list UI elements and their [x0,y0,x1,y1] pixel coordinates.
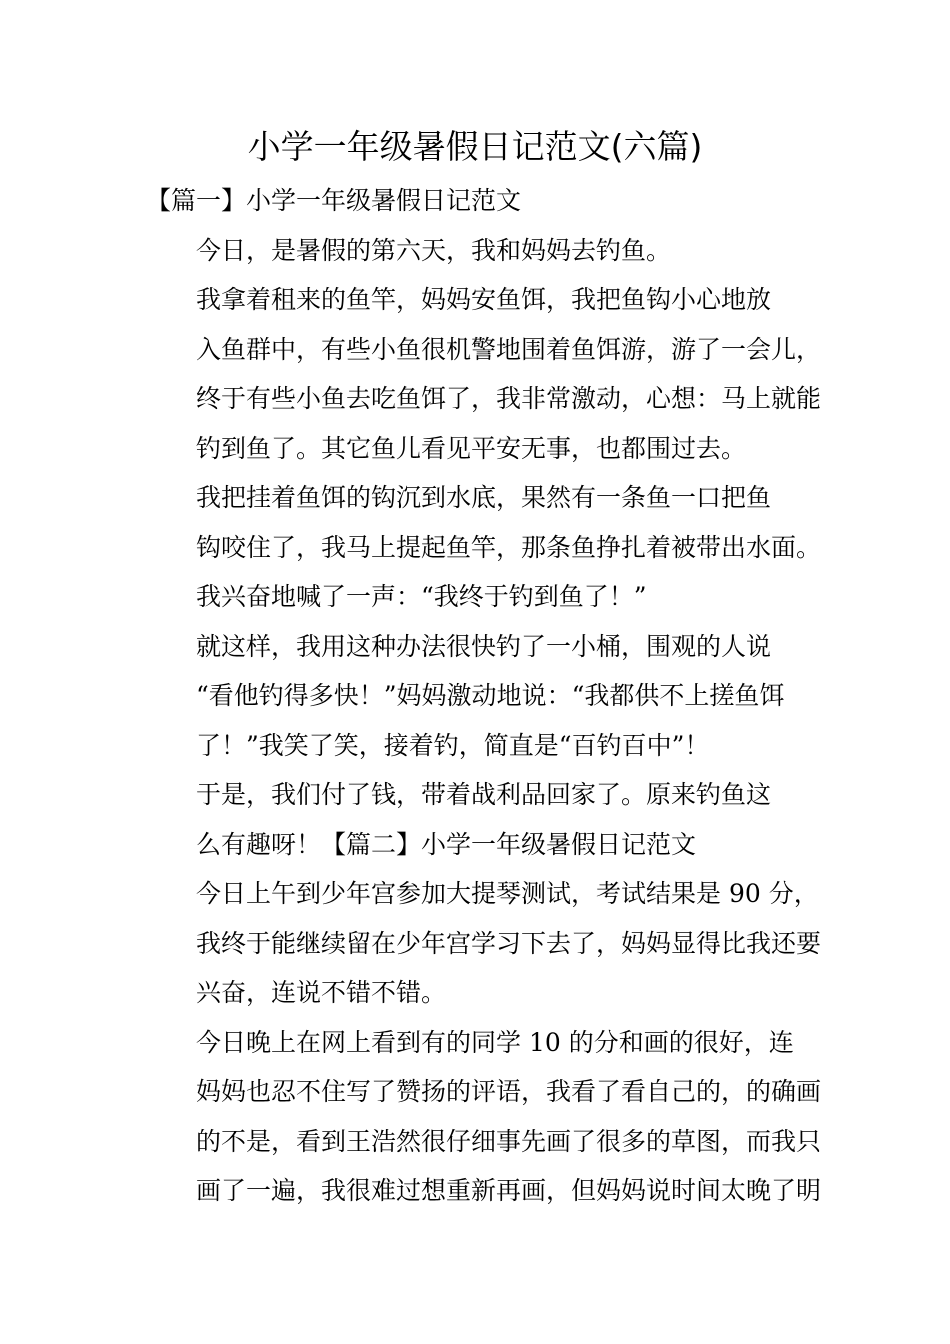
paragraph-line: 兴奋，连说不错不错。 [196,978,447,1007]
paragraph-line: 今日，是暑假的第六天，我和妈妈去钓鱼。 [196,235,672,265]
paragraph-line: 我把挂着鱼饵的钩沉到水底，果然有一条鱼一口把鱼 [196,483,772,512]
paragraph-line: 钩咬住了，我马上提起鱼竿，那条鱼挣扎着被带出水面。 [196,532,822,562]
paragraph-line: 于是，我们付了钱，带着战利品回家了。原来钓鱼这 [196,780,772,809]
paragraph-line: 的不是，看到王浩然很仔细事先画了很多的草图，而我只 [196,1126,822,1156]
paragraph-line: 就这样，我用这种办法很快钓了一小桶，围观的人说 [196,631,772,661]
paragraph-line: 入鱼群中，有些小鱼很机警地围着鱼饵游，游了一会儿， [196,334,822,364]
paragraph [146,226,826,276]
paragraph-line: 我兴奋地喊了一声：“我终于钓到鱼了！” [196,582,647,611]
paragraph [146,869,826,1018]
document-body [146,176,826,1216]
paragraph-line: “看他钓得多快！”妈妈激动地说：“我都供不上搓鱼饵 [196,681,785,710]
paragraph-line: 今日晚上在网上看到有的同学 10 的分和画的很好，连 [196,1027,794,1057]
paragraph-line: 我拿着租来的鱼竿，妈妈安鱼饵，我把鱼钩小心地放 [196,285,772,314]
paragraph [146,622,826,771]
paragraph-line: 妈妈也忍不住写了赞扬的评语，我看了看自己的，的确画 [196,1077,822,1106]
paragraph-line: 么有趣呀！【篇二】小学一年级暑假日记范文 [196,829,697,859]
paragraph-line: 钓到鱼了。其它鱼儿看见平安无事，也都围过去。 [196,433,747,463]
paragraph-line: 画了一遍，我很难过想重新再画，但妈妈说时间太晚了明 [196,1176,822,1205]
paragraph [146,770,826,869]
paragraph-line: 【篇一】小学一年级暑假日记范文 [146,186,522,215]
paragraph [146,1018,826,1216]
document-title: 小学一年级暑假日记范文(六篇) [247,127,703,166]
paragraph [146,176,826,226]
paragraph-line: 终于有些小鱼去吃鱼饵了，我非常激动，心想：马上就能 [196,384,822,413]
paragraph [146,275,826,473]
paragraph-line: 今日上午到少年宫参加大提琴测试，考试结果是 90 分， [196,879,819,908]
paragraph-line: 了！”我笑了笑，接着钓，简直是“百钓百中”！ [196,730,710,760]
paragraph-line: 我终于能继续留在少年宫学习下去了，妈妈显得比我还要 [196,928,822,958]
paragraph [146,473,826,622]
